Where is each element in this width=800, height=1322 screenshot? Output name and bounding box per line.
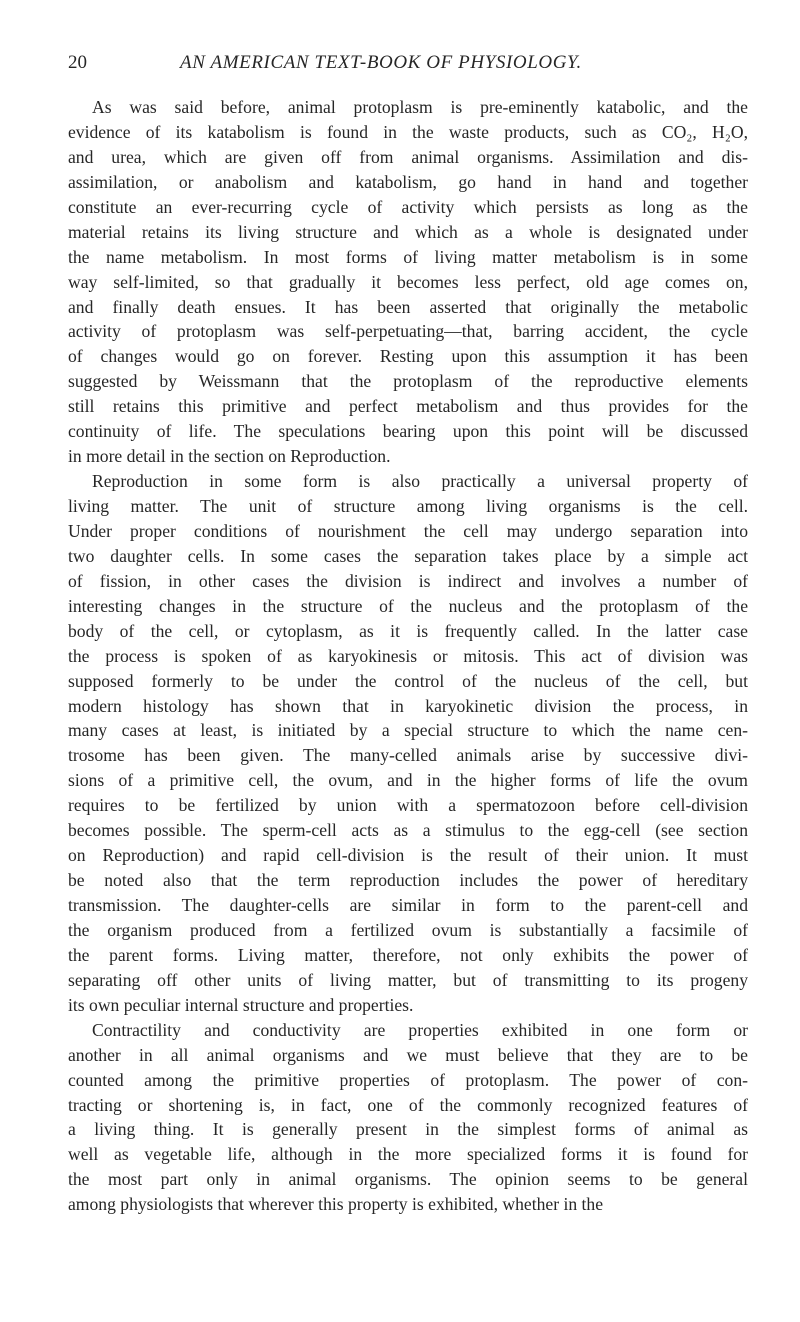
text-line: the parent forms. Living matter, therefore, not only exhibits the power of — [68, 944, 748, 965]
text-line: interesting changes in the structure of the nucleus and the protoplasm of the — [68, 595, 748, 616]
text-line: trosome has been given. The many-celled animals arise by successive divi- — [68, 745, 748, 766]
text-line: on Reproduction) and rapid cell-division is the result of their union. It must — [68, 845, 748, 866]
text-line: of changes would go on forever. Resting upon this assumption it has been — [68, 346, 748, 367]
text-line: requires to be fertilized by union with a spermatozoon before cell-division — [68, 795, 748, 816]
text-line: Contractility and conductivity are properties exhibited in one form or — [92, 1019, 748, 1040]
text-line: counted among the primitive properties of protoplasm. The power of con- — [68, 1069, 748, 1090]
text-line: Under proper conditions of nourishment the cell may undergo separation into — [68, 520, 748, 541]
text-line: living matter. The unit of structure among living organisms is the cell. — [68, 496, 748, 516]
text-line: the process is spoken of as karyokinesis or mitosis. This act of division was — [68, 645, 748, 666]
text-line: modern histology has shown that in karyokinetic division the process, in — [68, 695, 748, 716]
text-line: many cases at least, is initiated by a special structure to which the name cen- — [68, 720, 748, 741]
running-head — [68, 50, 748, 76]
text-line: material retains its living structure and which as a whole is designated under — [68, 221, 748, 242]
text-line: and finally death ensues. It has been asserted that originally the metabolic — [68, 296, 748, 317]
text-line: assimilation, or anabolism and katabolism, go hand in hand and together — [68, 171, 748, 192]
text-line: the most part only in animal organisms. The opinion seems to be general — [68, 1169, 748, 1190]
text-line: suggested by Weissmann that the protoplasm of the reproductive elements — [68, 371, 748, 392]
text-line: As was said before, animal protoplasm is pre-eminently katabolic, and the — [92, 97, 748, 117]
paragraph — [68, 95, 748, 469]
text-line: another in all animal organisms and we must believe that they are to be — [68, 1044, 748, 1065]
text-line: way self-limited, so that gradually it becomes less perfect, old age comes on, — [68, 271, 748, 292]
text-line: constitute an ever-recurring cycle of activity which persists as long as the — [68, 196, 748, 217]
text-line: the name metabolism. In most forms of living matter metabolism is in some — [68, 246, 748, 267]
text-line: the organism produced from a fertilized ovum is substantially a facsimile of — [68, 919, 748, 940]
text-line: separating off other units of living matter, but of transmitting to its progeny — [68, 969, 748, 990]
text-line: sions of a primitive cell, the ovum, and in the higher forms of life the ovum — [68, 770, 748, 791]
text-line: two daughter cells. In some cases the separation takes place by a simple act — [68, 545, 748, 566]
text-line: tracting or shortening is, in fact, one of the commonly recognized features of — [68, 1094, 748, 1115]
text-line: its own peculiar internal structure and properties. — [68, 994, 414, 1015]
text-line: still retains this primitive and perfect metabolism and thus provides for the — [68, 396, 748, 417]
text-line: activity of protoplasm was self-perpetuating—that, barring accident, the cycle — [68, 321, 748, 342]
text-line: body of the cell, or cytoplasm, as it is frequently called. In the latter case — [68, 620, 748, 641]
text-line: transmission. The daughter-cells are similar in form to the parent-cell and — [68, 895, 748, 915]
text-line: of fission, in other cases the division is indirect and involves a number of — [68, 570, 748, 591]
text-line: a living thing. It is generally present in the simplest forms of animal as — [68, 1119, 748, 1140]
text-line: supposed formerly to be under the control of the nucleus of the cell, but — [68, 670, 748, 691]
text-line: Reproduction in some form is also practically a universal property of — [92, 471, 748, 492]
page-number: 20 — [68, 52, 87, 73]
text-line: in more detail in the section on Reproduction. — [68, 446, 391, 467]
text-line: continuity of life. The speculations bearing upon this point will be discussed — [68, 421, 748, 442]
text-line: becomes possible. The sperm-cell acts as a stimulus to the egg-cell (see section — [68, 820, 748, 841]
body-text — [68, 95, 748, 1217]
text-line: and urea, which are given off from animal organisms. Assimilation and dis- — [68, 146, 748, 167]
text-line: among physiologists that wherever this property is exhibited, whether in the — [68, 1194, 604, 1215]
text-line: be noted also that the term reproduction includes the power of hereditary — [68, 870, 748, 891]
text-line: well as vegetable life, although in the more specialized forms it is found for — [68, 1144, 748, 1165]
text-line: evidence of its katabolism is found in the waste products, such as CO₂, H₂O, — [68, 121, 748, 142]
paragraph — [68, 469, 748, 1018]
running-title: AN AMERICAN TEXT-BOOK OF PHYSIOLOGY. — [180, 52, 582, 73]
paragraph — [68, 1018, 748, 1218]
